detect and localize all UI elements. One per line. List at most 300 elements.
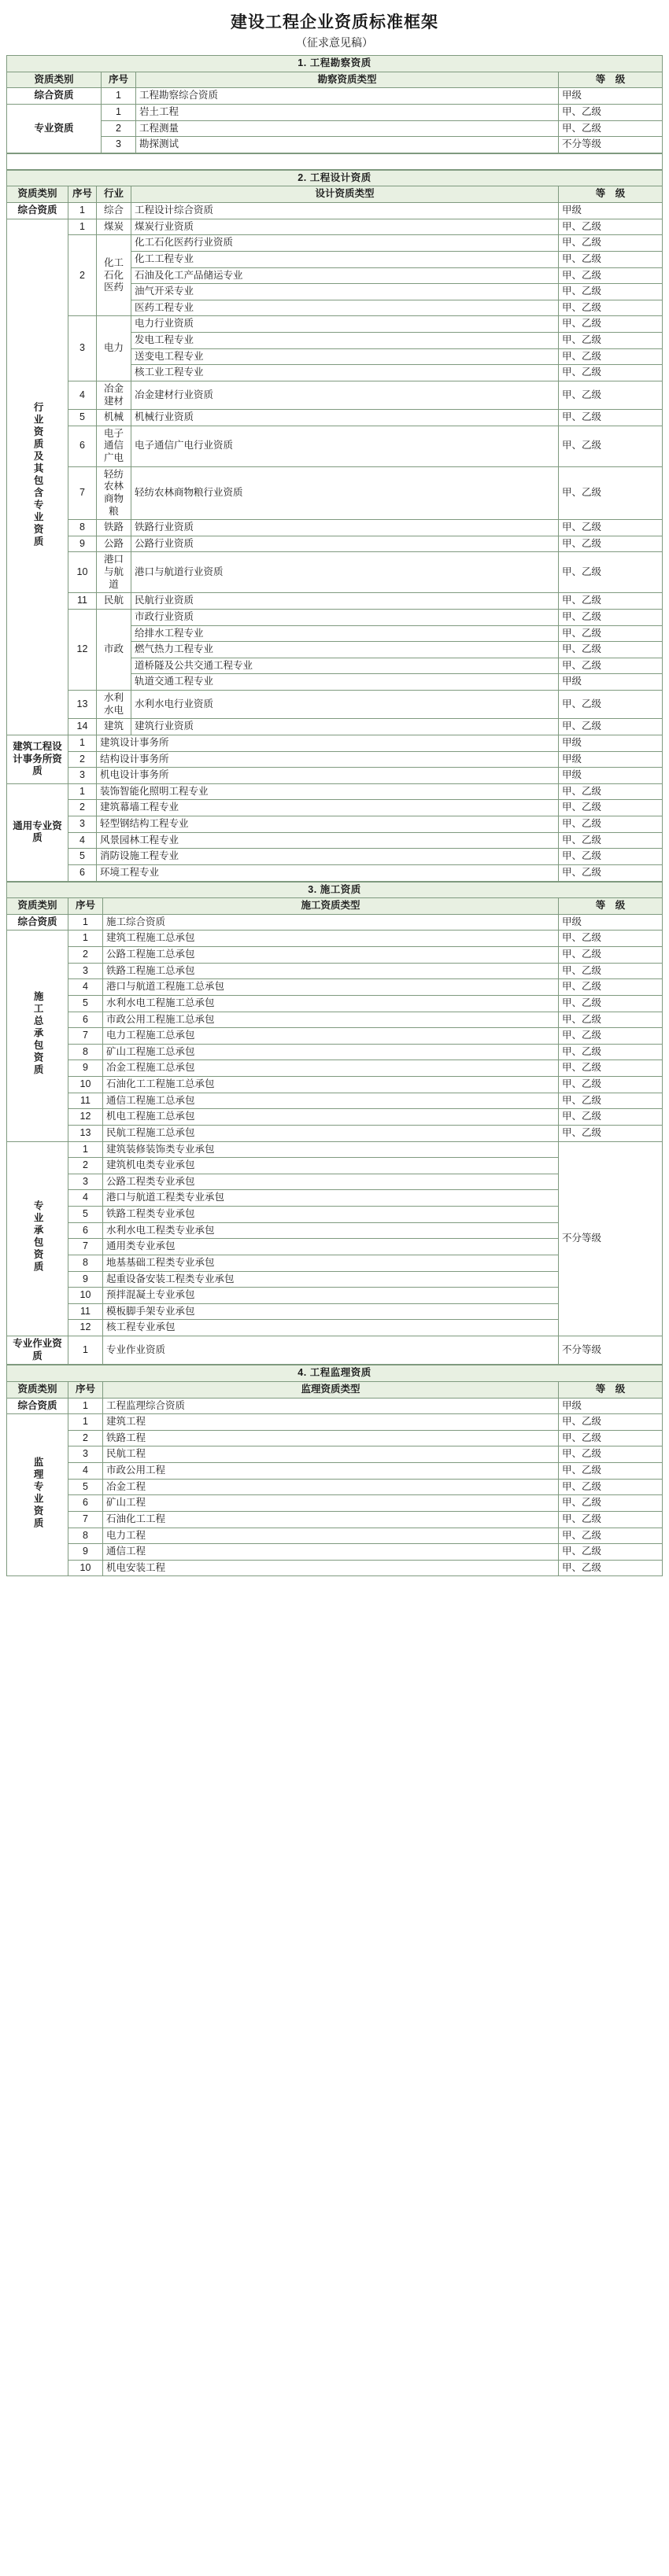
type-cell: 公路工程类专业承包: [103, 1174, 559, 1190]
index-cell: 9: [68, 1271, 103, 1288]
section-banner-1: [7, 56, 663, 72]
industry-cell: 冶金建材: [97, 381, 131, 409]
section-banner-2: [7, 170, 663, 186]
index-cell: 7: [68, 1511, 103, 1528]
table-row: [7, 1544, 663, 1561]
type-cell: 市政公用工程施工总承包: [103, 1012, 559, 1028]
table-row: [7, 1430, 663, 1446]
col-header-grade: 等 级: [558, 1381, 662, 1398]
table-row: [7, 609, 663, 625]
index-cell: 1: [68, 931, 103, 947]
table-row: [7, 1446, 663, 1463]
type-cell: 市政公用工程: [103, 1463, 559, 1480]
index-cell: 9: [68, 536, 97, 552]
index-cell: 11: [68, 593, 97, 610]
index-cell: 5: [68, 849, 97, 865]
index-cell: 1: [102, 88, 136, 105]
type-cell: 岩土工程: [136, 104, 559, 120]
index-cell: 1: [68, 735, 97, 751]
index-cell: 1: [68, 783, 97, 800]
index-cell: 3: [68, 768, 97, 784]
grade-cell: 甲、乙级: [558, 536, 662, 552]
grade-cell: 甲、乙级: [558, 1125, 662, 1141]
grade-cell: 甲、乙级: [558, 552, 662, 593]
table-section-3: [6, 882, 663, 1365]
type-cell: 化工工程专业: [131, 251, 559, 267]
table-header-row: [7, 186, 663, 203]
type-cell: 电力工程施工总承包: [103, 1028, 559, 1045]
grade-cell: 甲、乙级: [558, 1012, 662, 1028]
type-cell: 水利水电行业资质: [131, 691, 559, 719]
table-row: [7, 593, 663, 610]
grade-cell: 甲级: [558, 751, 662, 768]
industry-cell: 公路: [97, 536, 131, 552]
type-cell: 冶金工程施工总承包: [103, 1060, 559, 1077]
grade-cell: 甲、乙级: [558, 832, 662, 849]
type-cell: 铁路行业资质: [131, 520, 559, 536]
category-cell-vertical: 专业承包资质: [7, 1141, 68, 1336]
index-cell: 7: [68, 1028, 103, 1045]
industry-cell: 综合: [97, 203, 131, 219]
grade-cell: 甲、乙级: [558, 104, 662, 120]
grade-cell: 甲、乙级: [558, 995, 662, 1012]
type-cell: 市政行业资质: [131, 609, 559, 625]
index-cell: 4: [68, 381, 97, 409]
type-cell: 机械行业资质: [131, 410, 559, 426]
table-row: [7, 1109, 663, 1126]
grade-cell: 甲、乙级: [558, 365, 662, 381]
type-cell: 港口与航道工程类专业承包: [103, 1190, 559, 1207]
table-row: [7, 1528, 663, 1544]
type-cell: 医药工程专业: [131, 300, 559, 316]
grade-cell: 甲级: [558, 203, 662, 219]
table-row: [7, 1336, 663, 1365]
industry-cell: 建筑: [97, 719, 131, 735]
grade-cell: 甲、乙级: [558, 466, 662, 520]
table-row: [7, 104, 663, 120]
index-cell: 2: [102, 120, 136, 137]
grade-cell: 甲、乙级: [558, 642, 662, 658]
table-row: [7, 751, 663, 768]
section-banner-label: 1. 工程勘察资质: [7, 56, 663, 72]
grade-cell: 甲、乙级: [558, 593, 662, 610]
type-cell: 化工石化医药行业资质: [131, 235, 559, 252]
grade-cell: 甲、乙级: [558, 120, 662, 137]
type-cell: 给排水工程专业: [131, 625, 559, 642]
grade-cell: 甲、乙级: [558, 963, 662, 979]
table-row: [7, 235, 663, 252]
grade-cell: 甲、乙级: [558, 219, 662, 235]
table-row: [7, 1398, 663, 1414]
index-cell: 9: [68, 1544, 103, 1561]
table-row: [7, 1463, 663, 1480]
grade-cell: 甲、乙级: [558, 1430, 662, 1446]
table-row: [7, 691, 663, 719]
grade-cell: 甲、乙级: [558, 410, 662, 426]
col-header-index: 序号: [68, 898, 103, 915]
col-header-index: 序号: [68, 1381, 103, 1398]
table-row: [7, 88, 663, 105]
grade-cell: 甲级: [558, 768, 662, 784]
index-cell: 1: [68, 203, 97, 219]
index-cell: 5: [68, 995, 103, 1012]
table-section-1: [6, 55, 663, 153]
type-cell: 勘探测试: [136, 137, 559, 153]
type-cell: 电力行业资质: [131, 316, 559, 333]
category-cell-vertical: 监理专业资质: [7, 1414, 68, 1576]
index-cell: 13: [68, 1125, 103, 1141]
table-row: [7, 864, 663, 881]
col-header-index: 序号: [102, 72, 136, 88]
col-header-industry: 行业: [97, 186, 131, 203]
index-cell: 1: [68, 1336, 103, 1365]
category-cell: 综合资质: [7, 1398, 68, 1414]
table-row: [7, 552, 663, 593]
type-cell: 电子通信广电行业资质: [131, 426, 559, 466]
index-cell: 6: [68, 1222, 103, 1239]
grade-cell: 甲、乙级: [558, 719, 662, 735]
industry-cell: 港口与航道: [97, 552, 131, 593]
type-cell: 铁路工程施工总承包: [103, 963, 559, 979]
type-cell: 港口与航道工程施工总承包: [103, 979, 559, 996]
category-cell: 综合资质: [7, 914, 68, 931]
type-cell: 发电工程专业: [131, 333, 559, 349]
table-row: [7, 1012, 663, 1028]
index-cell: 2: [68, 1158, 103, 1174]
type-cell: 煤炭行业资质: [131, 219, 559, 235]
type-cell: 工程设计综合资质: [131, 203, 559, 219]
index-cell: 6: [68, 1012, 103, 1028]
index-cell: 8: [68, 1255, 103, 1271]
index-cell: 1: [68, 914, 103, 931]
col-header-grade: 等 级: [558, 72, 662, 88]
table-row: [7, 1044, 663, 1060]
grade-cell: 甲、乙级: [558, 947, 662, 964]
grade-cell: 甲级: [558, 88, 662, 105]
index-cell: 3: [68, 1174, 103, 1190]
type-cell: 送变电工程专业: [131, 348, 559, 365]
index-cell: 7: [68, 466, 97, 520]
type-cell: 起重设备安装工程类专业承包: [103, 1271, 559, 1288]
grade-cell: 甲、乙级: [558, 1028, 662, 1045]
table-row: [7, 1479, 663, 1495]
type-cell: 专业作业资质: [103, 1336, 559, 1365]
type-cell: 通信工程施工总承包: [103, 1093, 559, 1109]
grade-cell: 甲、乙级: [558, 931, 662, 947]
grade-cell: 甲级: [558, 914, 662, 931]
type-cell: 轻纺农林商物粮行业资质: [131, 466, 559, 520]
index-cell: 10: [68, 552, 97, 593]
type-cell: 建筑幕墙工程专业: [97, 800, 559, 816]
type-cell: 民航工程施工总承包: [103, 1125, 559, 1141]
index-cell: 13: [68, 691, 97, 719]
index-cell: 4: [68, 832, 97, 849]
index-cell: 8: [68, 1528, 103, 1544]
type-cell: 环境工程专业: [97, 864, 559, 881]
table-header-row: [7, 898, 663, 915]
type-cell: 风景园林工程专业: [97, 832, 559, 849]
index-cell: 4: [68, 1463, 103, 1480]
index-cell: 5: [68, 1207, 103, 1223]
grade-cell: 甲、乙级: [558, 348, 662, 365]
industry-cell: 机械: [97, 410, 131, 426]
index-cell: 6: [68, 1495, 103, 1512]
type-cell: 轨道交通工程专业: [131, 674, 559, 691]
type-cell: 工程测量: [136, 120, 559, 137]
col-header-type: 监理资质类型: [103, 1381, 559, 1398]
table-row: [7, 783, 663, 800]
type-cell: 民航工程: [103, 1446, 559, 1463]
index-cell: 1: [68, 219, 97, 235]
type-cell: 建筑设计事务所: [97, 735, 559, 751]
page-subtitle: （征求意见稿）: [296, 36, 373, 49]
table-row: [7, 1511, 663, 1528]
index-cell: 3: [102, 137, 136, 153]
table-row: [7, 832, 663, 849]
table-row: [7, 466, 663, 520]
table-row: [7, 410, 663, 426]
industry-cell: 轻纺农林商物粮: [97, 466, 131, 520]
index-cell: 4: [68, 979, 103, 996]
type-cell: 建筑工程: [103, 1414, 559, 1431]
index-cell: 8: [68, 1044, 103, 1060]
type-cell: 冶金工程: [103, 1479, 559, 1495]
table-row: [7, 520, 663, 536]
grade-cell: 甲、乙级: [558, 1060, 662, 1077]
index-cell: 2: [68, 1430, 103, 1446]
index-cell: 12: [68, 1109, 103, 1126]
col-header-category: 资质类别: [7, 898, 68, 915]
type-cell: 核工业工程专业: [131, 365, 559, 381]
category-cell: 建筑工程设计事务所资质: [7, 735, 68, 783]
grade-cell: 甲、乙级: [558, 1109, 662, 1126]
table-row: [7, 1060, 663, 1077]
type-cell: 矿山工程: [103, 1495, 559, 1512]
index-cell: 1: [68, 1414, 103, 1431]
index-cell: 6: [68, 864, 97, 881]
type-cell: 消防设施工程专业: [97, 849, 559, 865]
table-row: [7, 1495, 663, 1512]
grade-cell: 甲、乙级: [558, 300, 662, 316]
index-cell: 4: [68, 1190, 103, 1207]
type-cell: 电力工程: [103, 1528, 559, 1544]
grade-cell: 甲、乙级: [558, 864, 662, 881]
type-cell: 装饰智能化照明工程专业: [97, 783, 559, 800]
grade-cell: 甲、乙级: [558, 1511, 662, 1528]
grade-cell: 甲、乙级: [558, 1560, 662, 1576]
grade-cell: 甲、乙级: [558, 609, 662, 625]
grade-cell: 甲、乙级: [558, 800, 662, 816]
index-cell: 6: [68, 426, 97, 466]
table-row: [7, 979, 663, 996]
type-cell: 建筑机电类专业承包: [103, 1158, 559, 1174]
col-header-category: 资质类别: [7, 1381, 68, 1398]
section-banner-3: [7, 882, 663, 898]
type-cell: 建筑行业资质: [131, 719, 559, 735]
index-cell: 2: [68, 947, 103, 964]
grade-cell: 甲、乙级: [558, 849, 662, 865]
type-cell: 通用类专业承包: [103, 1239, 559, 1255]
section-banner-label: 4. 工程监理资质: [7, 1365, 663, 1382]
category-cell: 综合资质: [7, 203, 68, 219]
category-cell: 专业资质: [7, 104, 102, 153]
grade-cell: 甲、乙级: [558, 816, 662, 833]
type-cell: 轻型钢结构工程专业: [97, 816, 559, 833]
index-cell: 5: [68, 1479, 103, 1495]
index-cell: 2: [68, 800, 97, 816]
type-cell: 工程勘察综合资质: [136, 88, 559, 105]
index-cell: 12: [68, 609, 97, 690]
grade-cell: 甲、乙级: [558, 783, 662, 800]
table-row: [7, 219, 663, 235]
index-cell: 12: [68, 1320, 103, 1336]
index-cell: 9: [68, 1060, 103, 1077]
grade-cell: 甲、乙级: [558, 333, 662, 349]
col-header-category: 资质类别: [7, 186, 68, 203]
index-cell: 8: [68, 520, 97, 536]
index-cell: 7: [68, 1239, 103, 1255]
grade-cell: 甲级: [558, 674, 662, 691]
col-header-index: 序号: [68, 186, 97, 203]
type-cell: 施工综合资质: [103, 914, 559, 931]
table-row: [7, 316, 663, 333]
grade-cell: 甲、乙级: [558, 658, 662, 674]
industry-cell: 水利水电: [97, 691, 131, 719]
type-cell: 石油化工工程施工总承包: [103, 1077, 559, 1093]
table-row: [7, 735, 663, 751]
type-cell: 机电工程施工总承包: [103, 1109, 559, 1126]
grade-cell: 甲、乙级: [558, 381, 662, 409]
grade-cell: 甲、乙级: [558, 235, 662, 252]
section-banner-4: [7, 1365, 663, 1382]
table-row: [7, 914, 663, 931]
table-row: [7, 963, 663, 979]
industry-cell: 电子通信广电: [97, 426, 131, 466]
grade-cell-merged: 不分等级: [558, 1141, 662, 1336]
type-cell: 地基基础工程类专业承包: [103, 1255, 559, 1271]
type-cell: 道桥隧及公共交通工程专业: [131, 658, 559, 674]
category-cell: 通用专业资质: [7, 783, 68, 881]
grade-cell: 甲、乙级: [558, 1479, 662, 1495]
table-row: [7, 426, 663, 466]
index-cell: 5: [68, 410, 97, 426]
category-cell: 专业作业资质: [7, 1336, 68, 1365]
index-cell: 1: [68, 1141, 103, 1158]
table-row: [7, 1093, 663, 1109]
grade-cell: 甲、乙级: [558, 1495, 662, 1512]
table-row: [7, 816, 663, 833]
grade-cell: 甲、乙级: [558, 426, 662, 466]
table-row: [7, 1028, 663, 1045]
grade-cell: 甲、乙级: [558, 1446, 662, 1463]
table-row: [7, 120, 663, 137]
type-cell: 石油化工工程: [103, 1511, 559, 1528]
grade-cell: 不分等级: [558, 1336, 662, 1365]
index-cell: 10: [68, 1077, 103, 1093]
table-row: [7, 1141, 663, 1158]
index-cell: 2: [68, 751, 97, 768]
table-row: [7, 1077, 663, 1093]
industry-cell: 铁路: [97, 520, 131, 536]
table-row: [7, 1560, 663, 1576]
grade-cell: 甲、乙级: [558, 1044, 662, 1060]
col-header-grade: 等 级: [558, 898, 662, 915]
grade-cell: 甲、乙级: [558, 316, 662, 333]
industry-cell: 市政: [97, 609, 131, 690]
table-row: [7, 1414, 663, 1431]
type-cell: 结构设计事务所: [97, 751, 559, 768]
table-row: [7, 849, 663, 865]
grade-cell: 甲、乙级: [558, 520, 662, 536]
type-cell: 建筑工程施工总承包: [103, 931, 559, 947]
grade-cell: 甲、乙级: [558, 1544, 662, 1561]
grade-cell: 甲、乙级: [558, 1528, 662, 1544]
grade-cell: 甲、乙级: [558, 251, 662, 267]
category-cell-vertical: 行业资质及其包含专业资质: [7, 219, 68, 735]
type-cell: 建筑装修装饰类专业承包: [103, 1141, 559, 1158]
table-row: [7, 536, 663, 552]
table-row: [7, 931, 663, 947]
type-cell: 冶金建材行业资质: [131, 381, 559, 409]
col-header-type: 设计资质类型: [131, 186, 559, 203]
table-row: [7, 768, 663, 784]
type-cell: 矿山工程施工总承包: [103, 1044, 559, 1060]
section-banner-label: 3. 施工资质: [7, 882, 663, 898]
index-cell: 3: [68, 1446, 103, 1463]
section-banner-label: 2. 工程设计资质: [7, 170, 663, 186]
industry-cell: 煤炭: [97, 219, 131, 235]
grade-cell: 甲、乙级: [558, 1463, 662, 1480]
table-row: [7, 1125, 663, 1141]
index-cell: 1: [102, 104, 136, 120]
table-section-4: [6, 1365, 663, 1576]
index-cell: 3: [68, 963, 103, 979]
type-cell: 民航行业资质: [131, 593, 559, 610]
type-cell: 港口与航道行业资质: [131, 552, 559, 593]
type-cell: 水利水电工程施工总承包: [103, 995, 559, 1012]
type-cell: 公路行业资质: [131, 536, 559, 552]
grade-cell: 甲、乙级: [558, 691, 662, 719]
index-cell: 2: [68, 235, 97, 316]
grade-cell: 甲、乙级: [558, 625, 662, 642]
type-cell: 公路工程施工总承包: [103, 947, 559, 964]
category-cell: 综合资质: [7, 88, 102, 105]
table-row: [7, 800, 663, 816]
index-cell: 1: [68, 1398, 103, 1414]
table-row: [7, 719, 663, 735]
index-cell: 10: [68, 1560, 103, 1576]
index-cell: 11: [68, 1303, 103, 1320]
col-header-grade: 等 级: [558, 186, 662, 203]
table-row: [7, 137, 663, 153]
table-header-row: [7, 72, 663, 88]
category-cell-vertical: 施工总承包资质: [7, 931, 68, 1141]
grade-cell: 甲、乙级: [558, 1093, 662, 1109]
col-header-type: 勘察资质类型: [136, 72, 559, 88]
type-cell: 工程监理综合资质: [103, 1398, 559, 1414]
grade-cell: 甲、乙级: [558, 1077, 662, 1093]
grade-cell: 不分等级: [558, 137, 662, 153]
type-cell: 预拌混凝土专业承包: [103, 1288, 559, 1304]
type-cell: 机电设计事务所: [97, 768, 559, 784]
index-cell: 3: [68, 816, 97, 833]
industry-cell: 化工石化医药: [97, 235, 131, 316]
type-cell: 油气开采专业: [131, 284, 559, 300]
col-header-type: 施工资质类型: [103, 898, 559, 915]
grade-cell: 甲级: [558, 1398, 662, 1414]
table-row: [7, 947, 663, 964]
index-cell: 3: [68, 316, 97, 381]
